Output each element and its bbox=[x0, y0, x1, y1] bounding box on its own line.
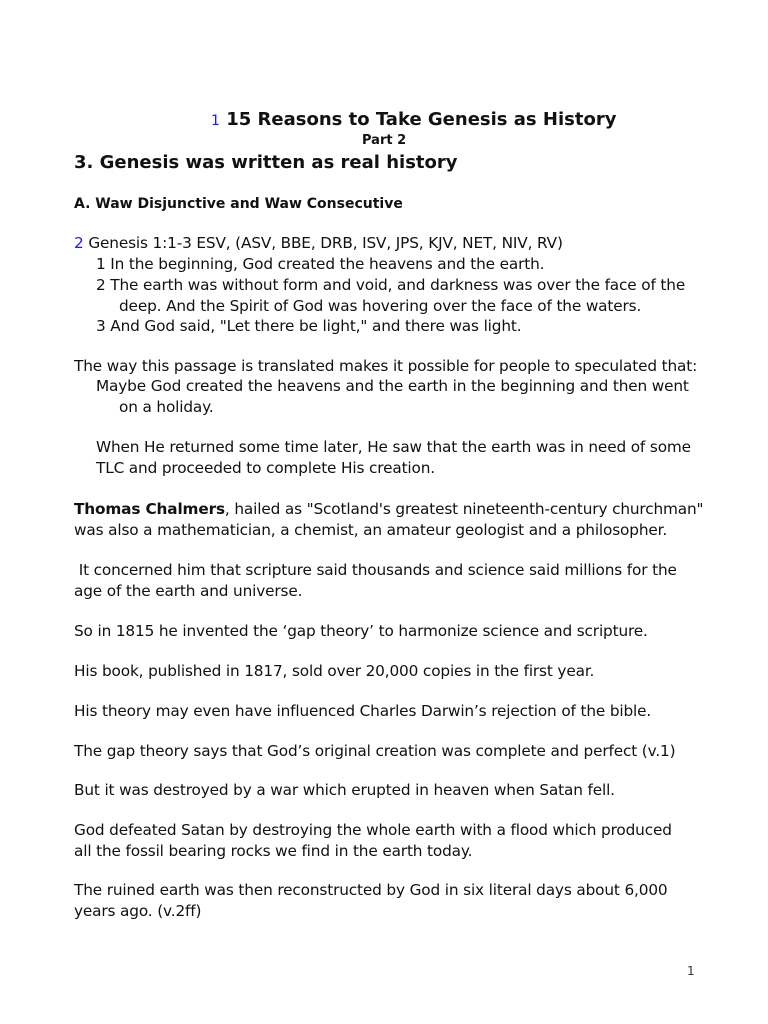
page-number: 1 bbox=[687, 964, 695, 978]
paragraph-6: His theory may even have influenced Charles Darwin’s rejection of the bible. bbox=[74, 702, 652, 720]
paragraph-5: His book, published in 1817, sold over 20,000 copies in the first year. bbox=[74, 662, 595, 680]
paragraph-9-line-1: God defeated Satan by destroying the whole earth with a flood which produced bbox=[74, 821, 672, 839]
title-footnote-marker: 1 bbox=[211, 113, 220, 129]
paragraph-7: The gap theory says that God’s original creation was complete and perfect (v.1) bbox=[74, 742, 676, 760]
subsection-heading: A. Waw Disjunctive and Waw Consecutive bbox=[74, 196, 403, 212]
verse-2: 2 The earth was without form and void, and darkness was over the face of the bbox=[96, 276, 686, 294]
paragraph-2-line-1: When He returned some time later, He saw that the earth was in need of some bbox=[96, 438, 691, 456]
paragraph-1-line-3: on a holiday. bbox=[119, 398, 214, 416]
scripture-reference bbox=[74, 234, 563, 252]
paragraph-8: But it was destroyed by a war which erupted in heaven when Satan fell. bbox=[74, 781, 615, 799]
paragraph-3-line-2: age of the earth and universe. bbox=[74, 582, 303, 600]
chalmers-line-2: was also a mathematician, a chemist, an amateur geologist and a philosopher. bbox=[74, 521, 668, 539]
verse-1: 1 In the beginning, God created the heavens and the earth. bbox=[96, 255, 545, 273]
verse-2-continued: deep. And the Spirit of God was hovering over the face of the waters. bbox=[119, 297, 642, 315]
chalmers-line-1 bbox=[74, 500, 703, 518]
paragraph-9-line-2: all the fossil bearing rocks we find in the earth today. bbox=[74, 842, 473, 860]
paragraph-1-line-1: The way this passage is translated makes it possible for people to speculated that: bbox=[74, 357, 698, 375]
chalmers-description: , hailed as "Scotland's greatest nineteenth-century churchman" bbox=[224, 500, 704, 518]
paragraph-4: So in 1815 he invented the ‘gap theory’ to harmonize science and scripture. bbox=[74, 622, 648, 640]
reference-footnote-marker: 2 bbox=[74, 234, 84, 252]
section-heading: 3. Genesis was written as real history bbox=[74, 152, 458, 173]
reference-text: Genesis 1:1-3 ESV, (ASV, BBE, DRB, ISV, JPS, KJV, NET, NIV, RV) bbox=[88, 234, 563, 252]
paragraph-2-line-2: TLC and proceeded to complete His creation. bbox=[96, 459, 435, 477]
document-title: 15 Reasons to Take Genesis as History bbox=[226, 109, 617, 130]
chalmers-name: Thomas Chalmers bbox=[74, 500, 225, 518]
verse-3: 3 And God said, "Let there be light," and there was light. bbox=[96, 317, 522, 335]
title-line bbox=[211, 109, 616, 130]
paragraph-10-line-2: years ago. (v.2ff) bbox=[74, 902, 202, 920]
paragraph-10-line-1: The ruined earth was then reconstructed by God in six literal days about 6,000 bbox=[74, 881, 668, 899]
document-subtitle: Part 2 bbox=[362, 133, 407, 148]
paragraph-3-line-1: It concerned him that scripture said thousands and science said millions for the bbox=[74, 561, 677, 579]
paragraph-1-line-2: Maybe God created the heavens and the earth in the beginning and then went bbox=[96, 377, 689, 395]
